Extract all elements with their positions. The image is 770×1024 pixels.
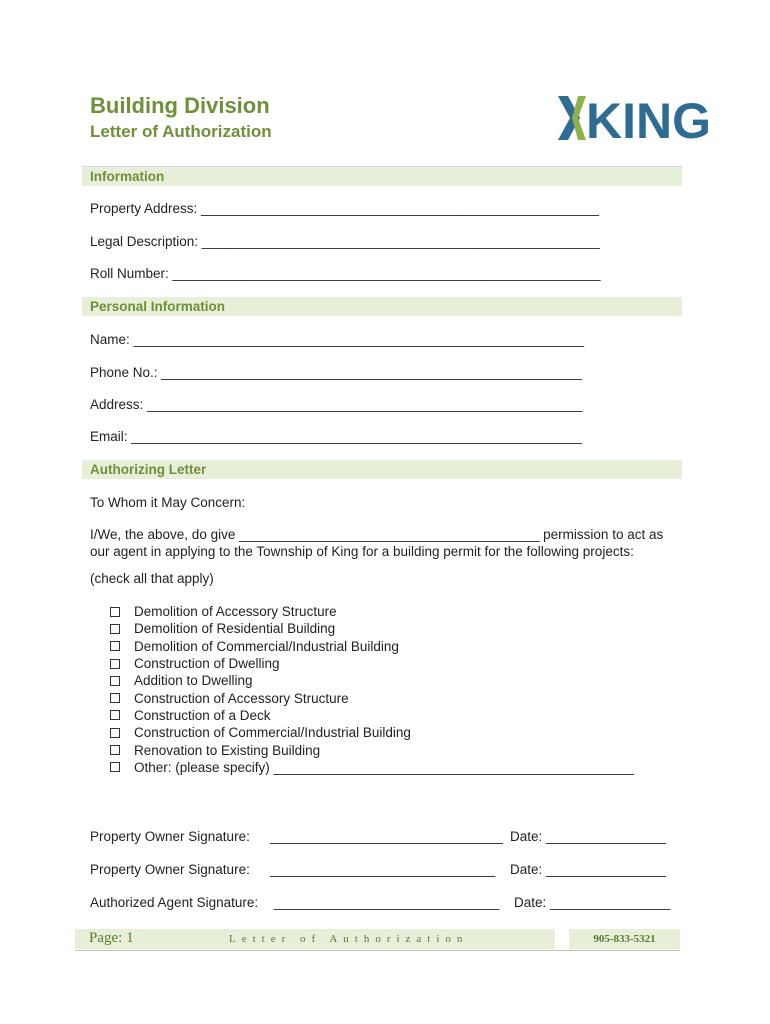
checkbox-addition-dwelling[interactable] [110, 672, 634, 689]
checkbox-label: Construction of a Deck [134, 707, 271, 723]
checkbox-icon[interactable] [110, 624, 120, 634]
date-field[interactable]: Date: ________________ [510, 862, 667, 877]
footer-left-bar [75, 929, 555, 949]
roll-number-field[interactable]: Roll Number: _________________________________________________________ [90, 266, 601, 281]
authorization-text-line-1[interactable]: I/We, the above, do give ________________________________________ permission to act as [90, 527, 664, 542]
signature-row-owner-2[interactable] [90, 862, 666, 877]
section-personal-information [82, 297, 682, 316]
signature-label: Property Owner Signature: [90, 862, 250, 877]
footer-rule [75, 950, 680, 951]
signature-line[interactable]: _______________________________ [270, 829, 503, 844]
checkbox-icon[interactable] [110, 762, 120, 772]
checkbox-icon[interactable] [110, 641, 120, 651]
footer-phone: 905-833-5321 [593, 933, 656, 945]
checkbox-demolition-accessory[interactable] [110, 603, 634, 620]
checkbox-label: Other: (please specify) ________________________________________________ [134, 759, 634, 775]
signature-line[interactable]: ______________________________ [270, 862, 496, 877]
document-title: Building Division [90, 93, 270, 118]
project-checklist [110, 603, 634, 776]
checkbox-label: Addition to Dwelling [134, 673, 253, 689]
name-field[interactable]: Name: ____________________________________________________________ [90, 332, 584, 347]
authorization-paragraph [90, 526, 682, 560]
footer-right-bar [569, 929, 680, 949]
checkbox-construction-deck[interactable] [110, 707, 634, 724]
signature-label: Authorized Agent Signature: [90, 895, 259, 910]
checkbox-label: Demolition of Accessory Structure [134, 604, 337, 620]
checkbox-demolition-residential[interactable] [110, 620, 634, 637]
checkbox-icon[interactable] [110, 710, 120, 720]
checkbox-icon[interactable] [110, 745, 120, 755]
section-information [82, 167, 682, 186]
checkbox-label: Demolition of Commercial/Industrial Building [134, 638, 399, 654]
section-heading: Information [90, 169, 165, 184]
check-note: (check all that apply) [90, 571, 214, 586]
checkbox-icon[interactable] [110, 693, 120, 703]
king-township-logo [556, 92, 711, 149]
logo-wordmark: KING [586, 93, 711, 149]
signature-line[interactable]: ______________________________ [274, 895, 500, 910]
checkbox-icon[interactable] [110, 676, 120, 686]
checkbox-icon[interactable] [110, 728, 120, 738]
property-address-field[interactable]: Property Address: _____________________________________________________ [90, 201, 599, 216]
checkbox-label: Construction of Commercial/Industrial Building [134, 725, 411, 741]
checkbox-icon[interactable] [110, 659, 120, 669]
checkbox-construction-dwelling[interactable] [110, 655, 634, 672]
signature-row-owner-1[interactable] [90, 829, 666, 844]
phone-field[interactable]: Phone No.: ________________________________________________________ [90, 365, 582, 380]
section-authorizing-letter [82, 460, 682, 479]
checkbox-icon[interactable] [110, 607, 120, 617]
page-number: Page: 1 [89, 930, 134, 946]
checkbox-construction-accessory[interactable] [110, 689, 634, 706]
signature-row-agent[interactable] [90, 895, 670, 910]
authorization-text-line-2: our agent in applying to the Township of King for a building permit for the following projects: [90, 544, 634, 559]
document-subtitle: Letter of Authorization [90, 122, 272, 141]
signature-label: Property Owner Signature: [90, 829, 250, 844]
checkbox-label: Renovation to Existing Building [134, 742, 321, 758]
date-field[interactable]: Date: ________________ [514, 895, 671, 910]
email-field[interactable]: Email: ____________________________________________________________ [90, 429, 582, 444]
legal-description-field[interactable]: Legal Description: _____________________________________________________ [90, 234, 600, 249]
checkbox-label: Demolition of Residential Building [134, 621, 336, 637]
salutation: To Whom it May Concern: [90, 495, 246, 510]
checkbox-construction-commercial[interactable] [110, 724, 634, 741]
section-heading: Authorizing Letter [90, 462, 207, 477]
section-heading: Personal Information [90, 299, 226, 314]
checkbox-renovation[interactable] [110, 741, 634, 758]
footer-document-title: Letter of Authorization [229, 933, 469, 945]
checkbox-demolition-commercial[interactable] [110, 638, 634, 655]
checkbox-other[interactable] [110, 759, 634, 776]
checkbox-label: Construction of Dwelling [134, 656, 280, 672]
date-field[interactable]: Date: ________________ [510, 829, 667, 844]
address-field[interactable]: Address: __________________________________________________________ [90, 397, 583, 412]
checkbox-label: Construction of Accessory Structure [134, 690, 349, 706]
